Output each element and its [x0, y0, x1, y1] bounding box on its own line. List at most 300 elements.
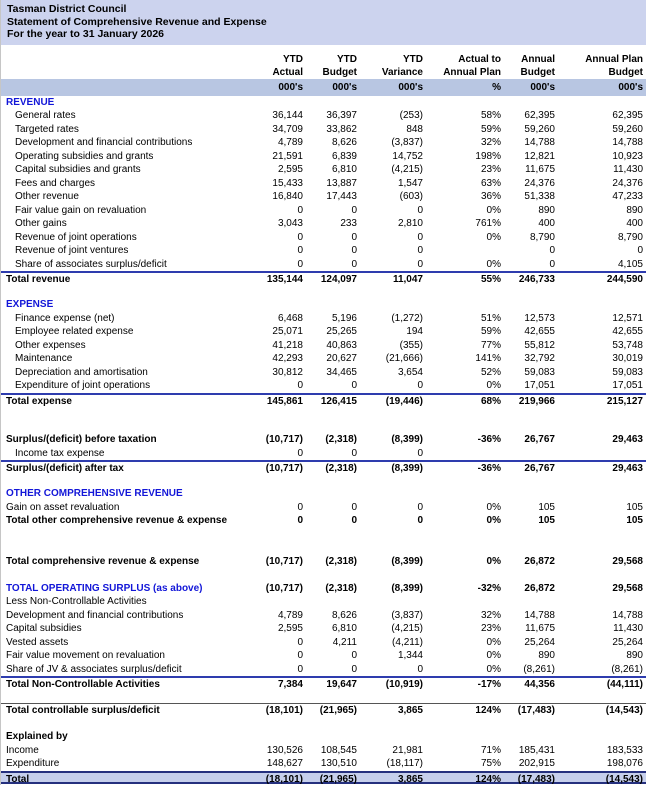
cell-value: 219,966: [518, 395, 555, 407]
row-label: Expenditure: [6, 758, 60, 769]
row-label: Capital subsidies: [6, 623, 82, 634]
cell-value: 185,431: [518, 744, 555, 756]
units-spacer: [1, 79, 248, 96]
cell-value: (603): [399, 191, 423, 202]
cell-value: 0: [351, 204, 357, 216]
cell-value: 15,433: [272, 177, 303, 189]
row-label: Total controllable surplus/deficit: [6, 705, 160, 716]
column-header-line1: Actual to: [458, 53, 501, 65]
table-row: [1, 690, 646, 704]
cell-value: 32%: [480, 137, 501, 148]
cell-value: [426, 447, 504, 461]
cell-value: 8,626: [331, 609, 357, 621]
cell-value: (44,111): [606, 679, 643, 690]
cell-value: 59,260: [524, 123, 555, 135]
row-label: Expenditure of joint operations: [15, 380, 151, 391]
row-label: Surplus/(deficit) before taxation: [6, 434, 157, 445]
cell-value: 26,872: [524, 555, 555, 567]
cell-value: 75%: [480, 758, 501, 769]
row-label: Operating subsidies and grants: [15, 150, 154, 162]
cell-value: 0: [351, 663, 357, 675]
table-row: [1, 744, 646, 758]
cell-value: (17,483): [517, 773, 555, 785]
row-label: Finance expense (net): [15, 312, 115, 324]
table-row: [1, 123, 646, 137]
row-label: Income tax expense: [15, 447, 105, 459]
cell-value: 0%: [486, 380, 501, 391]
cell-value: 11,430: [613, 164, 643, 175]
cell-value: 62,395: [612, 110, 643, 121]
cell-value: 58%: [480, 110, 501, 121]
cell-value: [558, 298, 646, 312]
cell-value: 29,568: [612, 582, 643, 594]
cell-value: 14,788: [524, 137, 555, 148]
cell-value: 0: [351, 447, 357, 459]
cell-value: 32%: [480, 609, 501, 621]
table-row: [1, 609, 646, 623]
cell-value: (2,318): [325, 582, 357, 594]
cell-value: 55%: [480, 274, 501, 285]
cell-value: 7,384: [277, 679, 303, 690]
cell-value: 8,790: [617, 231, 643, 243]
table-row: [1, 109, 646, 123]
table-row: [1, 460, 646, 474]
cell-value: 0: [417, 204, 423, 216]
cell-value: 34,465: [326, 366, 357, 378]
cell-value: 4,105: [617, 258, 643, 270]
column-header-line2: Actual: [272, 66, 303, 78]
cell-value: 4,789: [277, 609, 303, 621]
table-row: [1, 555, 646, 569]
table-row: [1, 433, 646, 447]
table-row: [1, 285, 646, 299]
row-label: Development and financial contributions: [6, 609, 184, 621]
cell-value: 51,338: [524, 191, 555, 202]
table-row: [1, 312, 646, 326]
cell-value: 0: [297, 650, 303, 661]
cell-value: (1,272): [391, 312, 423, 324]
row-label: Total revenue: [6, 274, 71, 285]
cell-value: 12,821: [524, 150, 555, 162]
cell-value: [504, 96, 558, 110]
cell-value: 848: [406, 123, 423, 135]
cell-value: 40,863: [326, 339, 357, 351]
cell-value: 0%: [486, 663, 501, 675]
cell-value: 761%: [475, 218, 501, 229]
cell-value: (2,318): [325, 555, 357, 567]
cell-value: 0: [297, 447, 303, 459]
cell-value: 42,655: [612, 326, 643, 337]
cell-value: 8,626: [331, 137, 357, 148]
cell-value: [360, 487, 426, 501]
cell-value: 0: [297, 258, 303, 270]
cell-value: 0%: [486, 636, 501, 648]
table-row: [1, 420, 646, 434]
column-unit: 000's: [618, 81, 643, 93]
cell-value: 41,218: [272, 339, 303, 351]
row-label: Fees and charges: [15, 177, 96, 189]
cell-value: 400: [538, 218, 555, 229]
table-row: [1, 298, 646, 312]
cell-value: 0%: [486, 258, 501, 270]
cell-value: 13,887: [326, 177, 357, 189]
column-headers-row: [1, 45, 646, 79]
cell-value: (2,318): [325, 434, 357, 445]
table-row: [1, 204, 646, 218]
cell-value: 0%: [486, 501, 501, 513]
cell-value: 0: [297, 663, 303, 675]
cell-value: [504, 298, 558, 312]
cell-value: 6,468: [277, 312, 303, 324]
cell-value: [558, 595, 646, 609]
table-row: [1, 447, 646, 461]
report-period: For the year to 31 January 2026: [7, 28, 164, 40]
cell-value: [426, 96, 504, 110]
cell-value: 4,211: [332, 636, 357, 648]
table-row: [1, 514, 646, 528]
cell-value: 51%: [480, 312, 501, 324]
row-label: Capital subsidies and grants: [15, 164, 141, 175]
table-row: [1, 177, 646, 191]
cell-value: [306, 730, 360, 744]
column-header-line2: Variance: [381, 66, 423, 78]
cell-value: 42,293: [272, 353, 303, 364]
cell-value: 244,590: [606, 274, 643, 285]
cell-value: 105: [538, 501, 555, 513]
row-label: Surplus/(deficit) after tax: [6, 463, 124, 474]
row-label: Vested assets: [6, 636, 69, 648]
cell-value: 890: [626, 650, 643, 661]
cell-value: (355): [399, 339, 423, 351]
cell-value: 233: [340, 218, 357, 229]
cell-value: 16,840: [272, 191, 303, 202]
report-title: Statement of Comprehensive Revenue and Expense: [7, 15, 267, 28]
cell-value: 19,647: [326, 679, 357, 690]
row-label: Other expenses: [15, 339, 86, 351]
table-row: [1, 150, 646, 164]
cell-value: 0: [351, 231, 357, 243]
cell-value: 0%: [486, 231, 501, 243]
row-label: Targeted rates: [15, 123, 79, 135]
cell-value: 12,573: [524, 312, 555, 324]
table-row: [1, 258, 646, 272]
cell-value: 105: [626, 515, 643, 526]
column-header-line2: Budget: [322, 66, 357, 78]
cell-value: 0: [297, 515, 303, 526]
cell-value: [558, 447, 646, 461]
cell-value: 24,376: [524, 177, 555, 189]
column-header: [558, 53, 646, 79]
column-unit: 000's: [398, 81, 423, 93]
table-row: [1, 771, 646, 785]
cell-value: 0: [351, 650, 357, 661]
row-label: Other gains: [15, 218, 67, 229]
cell-value: (10,919): [385, 679, 423, 690]
cell-value: 33,862: [326, 123, 357, 135]
table-row: [1, 352, 646, 366]
cell-value: 63%: [480, 177, 501, 189]
cell-value: 25,264: [524, 636, 555, 648]
cell-value: 0%: [486, 555, 501, 567]
cell-value: 135,144: [266, 274, 303, 285]
cell-value: -36%: [477, 463, 501, 474]
row-label: Revenue of joint operations: [15, 231, 137, 243]
row-label: Fair value gain on revaluation: [15, 204, 147, 216]
cell-value: (8,399): [391, 434, 423, 445]
column-header-line1: YTD: [403, 53, 423, 65]
cell-value: 68%: [480, 395, 501, 407]
cell-value: [558, 487, 646, 501]
cell-value: 26,767: [524, 434, 555, 445]
cell-value: 59,083: [524, 366, 555, 378]
cell-value: 3,865: [397, 773, 423, 785]
row-label: Total other comprehensive revenue & expense: [6, 515, 228, 526]
cell-value: [426, 244, 504, 258]
row-label: Fair value movement on revaluation: [6, 650, 165, 661]
cell-value: 126,415: [320, 395, 357, 407]
cell-value: 17,051: [612, 380, 643, 391]
table-row: [1, 703, 646, 717]
cell-value: [426, 298, 504, 312]
row-label: Less Non-Controllable Activities: [6, 596, 147, 607]
cell-value: (10,717): [265, 582, 303, 594]
cell-value: 25,265: [326, 326, 357, 337]
report-header-band: [1, 0, 646, 45]
table-row: [1, 582, 646, 596]
row-label: OTHER COMPREHENSIVE REVENUE: [6, 488, 183, 499]
row-label: Maintenance: [15, 353, 73, 364]
cell-value: 0%: [486, 204, 501, 216]
cell-value: 0: [637, 245, 643, 256]
row-label: Share of JV & associates surplus/deficit: [6, 663, 182, 675]
cell-value: 21,981: [392, 744, 423, 756]
cell-value: 47,233: [612, 191, 643, 202]
cell-value: 42,655: [524, 326, 555, 337]
table-row: [1, 379, 646, 393]
cell-value: 71%: [480, 744, 501, 756]
table-row: [1, 757, 646, 771]
row-label: REVENUE: [6, 96, 55, 108]
cell-value: 130,510: [320, 758, 357, 769]
cell-value: 11,675: [525, 164, 555, 175]
column-header: [306, 53, 360, 79]
cell-value: 0: [417, 258, 423, 270]
cell-value: 25,071: [272, 326, 303, 337]
table-row: [1, 649, 646, 663]
cell-value: 148,627: [266, 758, 303, 769]
cell-value: 2,595: [277, 164, 303, 175]
cell-value: (8,399): [391, 582, 423, 594]
row-label: Gain on asset revaluation: [6, 501, 120, 513]
cell-value: 36,397: [326, 110, 357, 121]
cell-value: 3,043: [277, 218, 303, 229]
cell-value: 55,812: [524, 339, 555, 351]
table-row: [1, 528, 646, 542]
table-row: [1, 339, 646, 353]
table-row: [1, 474, 646, 488]
row-label: Total comprehensive revenue & expense: [6, 555, 200, 567]
cell-value: 0: [417, 245, 423, 256]
cell-value: 400: [626, 218, 643, 229]
cell-value: [504, 487, 558, 501]
cell-value: 29,463: [612, 463, 643, 474]
column-header-line1: YTD: [283, 53, 303, 65]
table-row: [1, 244, 646, 258]
cell-value: [360, 96, 426, 110]
cell-value: 105: [538, 515, 555, 526]
cell-value: (18,101): [265, 773, 303, 785]
cell-value: 0: [297, 636, 303, 648]
table-row: [1, 541, 646, 555]
cell-value: 890: [538, 650, 555, 661]
cell-value: 246,733: [518, 274, 555, 285]
cell-value: 17,443: [326, 191, 357, 202]
cell-value: [504, 595, 558, 609]
column-header: [504, 53, 558, 79]
cell-value: 145,861: [266, 395, 303, 407]
units-row: [1, 79, 646, 96]
cell-value: 21,591: [272, 150, 303, 162]
cell-value: 108,545: [320, 744, 357, 756]
row-label: Revenue of joint ventures: [15, 245, 129, 256]
table-row: [1, 136, 646, 150]
row-label: Depreciation and amortisation: [15, 366, 148, 378]
cell-value: 29,568: [612, 555, 643, 567]
cell-value: 0: [417, 380, 423, 391]
row-label: TOTAL OPERATING SURPLUS (as above): [6, 582, 203, 594]
cell-value: (21,666): [385, 353, 423, 364]
cell-value: 11,047: [392, 274, 423, 285]
column-unit: 000's: [278, 81, 303, 93]
cell-value: 14,788: [612, 609, 643, 621]
table-row: [1, 663, 646, 677]
cell-value: 2,810: [397, 218, 423, 229]
cell-value: 6,839: [331, 150, 357, 162]
cell-value: 62,395: [524, 110, 555, 121]
column-header: [360, 53, 426, 79]
column-header: [426, 53, 504, 79]
cell-value: [558, 96, 646, 110]
table-row: [1, 163, 646, 177]
cell-value: 52%: [480, 366, 501, 378]
column-header-line2: Budget: [520, 66, 555, 78]
cell-value: [426, 730, 504, 744]
column-header-line1: YTD: [337, 53, 357, 65]
cell-value: (17,483): [517, 705, 555, 716]
cell-value: 44,356: [524, 679, 555, 690]
column-unit: %: [492, 81, 501, 93]
table-row: [1, 96, 646, 110]
cell-value: 59%: [480, 326, 501, 337]
cell-value: [426, 595, 504, 609]
cell-value: 215,127: [606, 395, 643, 407]
cell-value: 890: [538, 204, 555, 216]
cell-value: 130,526: [266, 744, 303, 756]
cell-value: 0: [417, 663, 423, 675]
cell-value: (18,101): [265, 705, 303, 716]
cell-value: 59%: [480, 123, 501, 135]
cell-value: 11,430: [613, 623, 643, 634]
cell-value: 0: [297, 245, 303, 256]
row-label: Total: [6, 773, 30, 785]
cell-value: 2,595: [277, 623, 303, 634]
cell-value: 1,344: [397, 650, 423, 661]
cell-value: 0: [297, 231, 303, 243]
cell-value: [306, 595, 360, 609]
column-header-line2: Annual Plan: [443, 66, 501, 78]
table-row: [1, 217, 646, 231]
cell-value: 5,196: [331, 312, 357, 324]
row-label: EXPENSE: [6, 299, 54, 310]
cell-value: (10,717): [265, 434, 303, 445]
cell-value: 26,872: [524, 582, 555, 594]
cell-value: 17,051: [524, 380, 555, 391]
cell-value: 24,376: [612, 177, 643, 189]
cell-value: 0: [297, 501, 303, 513]
cell-value: [360, 730, 426, 744]
cell-value: 0: [549, 245, 555, 256]
row-label: Total Non-Controllable Activities: [6, 679, 160, 690]
cell-value: 26,767: [524, 463, 555, 474]
table-row: [1, 636, 646, 650]
table-row: [1, 231, 646, 245]
table-row: [1, 568, 646, 582]
cell-value: (3,837): [391, 137, 423, 148]
row-label: Explained by: [6, 731, 68, 742]
column-header: [248, 53, 306, 79]
cell-value: 0: [351, 515, 357, 526]
cell-value: 53,748: [612, 339, 643, 351]
cell-value: [306, 487, 360, 501]
cell-value: 194: [406, 326, 423, 337]
cell-value: 8,790: [529, 231, 555, 243]
cell-value: 0%: [486, 515, 501, 526]
cell-value: 0: [417, 231, 423, 243]
row-label: Employee related expense: [15, 326, 134, 337]
table-row: [1, 393, 646, 407]
row-label: Other revenue: [15, 191, 79, 202]
table-row: [1, 622, 646, 636]
cell-value: 0: [417, 515, 423, 526]
cell-value: 6,810: [331, 164, 357, 175]
cell-value: 30,812: [272, 366, 303, 378]
cell-value: 124%: [475, 773, 501, 785]
cell-value: 3,654: [397, 366, 423, 378]
cell-value: [360, 298, 426, 312]
cell-value: [248, 298, 306, 312]
cell-value: 1,547: [397, 177, 423, 189]
cell-value: 105: [626, 501, 643, 513]
cell-value: [248, 487, 306, 501]
cell-value: 0: [297, 204, 303, 216]
cell-value: (18,117): [386, 758, 423, 769]
table-row: [1, 366, 646, 380]
cell-value: 11,675: [525, 623, 555, 634]
table-row: [1, 325, 646, 339]
cell-value: 3,865: [397, 705, 423, 716]
cell-value: 34,709: [272, 123, 303, 135]
cell-value: 29,463: [612, 434, 643, 445]
cell-value: (3,837): [391, 609, 423, 621]
cell-value: (8,399): [391, 463, 423, 474]
cell-value: 0: [351, 258, 357, 270]
table-row: [1, 676, 646, 690]
table-row: [1, 190, 646, 204]
cell-value: 23%: [480, 623, 501, 634]
cell-value: (14,543): [605, 705, 643, 716]
cell-value: 141%: [475, 353, 501, 364]
cell-value: -32%: [477, 582, 501, 594]
